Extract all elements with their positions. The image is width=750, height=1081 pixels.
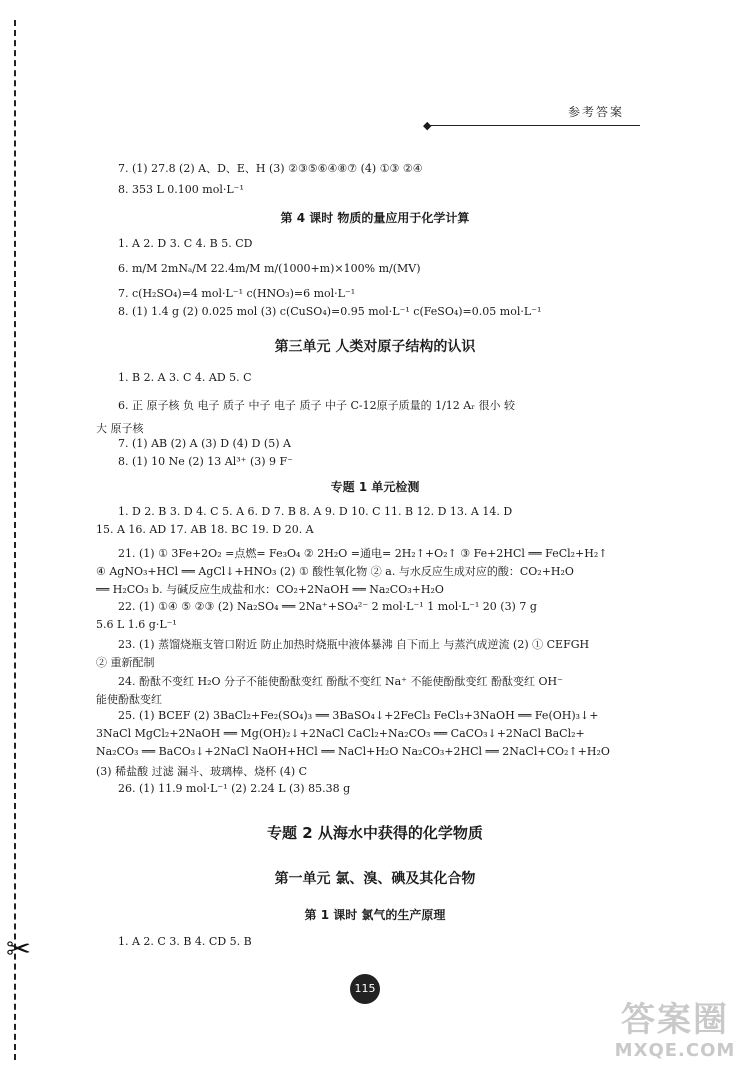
topic-heading: 专题 2 从海水中获得的化学物质 bbox=[267, 824, 483, 842]
answer-line: 26. (1) 11.9 mol·L⁻¹ (2) 2.24 L (3) 85.38 g bbox=[118, 782, 351, 795]
answer-line: 21. (1) ① 3Fe+2O₂ =点燃= Fe₃O₄ ② 2H₂O =通电= 2H₂↑+O₂↑ ③ Fe+2HCl ══ FeCl₂+H₂↑ bbox=[118, 547, 608, 560]
answer-line: 8. 353 L 0.100 mol·L⁻¹ bbox=[118, 183, 244, 196]
watermark-url: MXQE.COM bbox=[614, 1040, 736, 1061]
watermark-brand: 答案圈 bbox=[621, 1000, 729, 1040]
answer-line: 8. (1) 10 Ne (2) 13 Al³⁺ (3) 9 F⁻ bbox=[118, 455, 293, 468]
answer-line: 1. A 2. D 3. C 4. B 5. CD bbox=[118, 237, 253, 250]
answer-line: ② 重新配制 bbox=[96, 656, 155, 669]
scissors-icon: ✂ bbox=[6, 932, 32, 967]
topic-test-heading: 专题 1 单元检测 bbox=[330, 480, 420, 494]
answer-line: 25. (1) BCEF (2) 3BaCl₂+Fe₂(SO₄)₃ ══ 3BaSO₄↓+2FeCl₃ FeCl₃+3NaOH ══ Fe(OH)₃↓+ bbox=[118, 709, 599, 722]
page-number: 115 bbox=[350, 974, 380, 1004]
answer-line: 1. D 2. B 3. D 4. C 5. A 6. D 7. B 8. A 9. D 10. C 11. B 12. D 13. A 14. D bbox=[118, 505, 513, 518]
header-title: 参考答案 bbox=[568, 105, 625, 119]
answer-line: 5.6 L 1.6 g·L⁻¹ bbox=[96, 618, 177, 631]
lesson-heading: 第 4 课时 物质的量应用于化学计算 bbox=[280, 211, 470, 225]
answer-line: (3) 稀盐酸 过滤 漏斗、玻璃棒、烧杯 (4) C bbox=[96, 765, 308, 778]
answer-line: 23. (1) 蒸馏烧瓶支管口附近 防止加热时烧瓶中液体暴沸 自下而上 与蒸汽成逆流 (2) ① CEFGH bbox=[118, 638, 590, 651]
answer-line: Na₂CO₃ ══ BaCO₃↓+2NaCl NaOH+HCl ══ NaCl+H₂O Na₂CO₃+2HCl ══ 2NaCl+CO₂↑+H₂O bbox=[96, 745, 610, 758]
answer-line: 15. A 16. AD 17. AB 18. BC 19. D 20. A bbox=[96, 523, 314, 536]
answer-line: 7. (1) AB (2) A (3) D (4) D (5) A bbox=[118, 437, 291, 450]
header-rule bbox=[428, 125, 640, 126]
answer-line: 22. (1) ①④ ⑤ ②③ (2) Na₂SO₄ ══ 2Na⁺+SO₄²⁻ 2 mol·L⁻¹ 1 mol·L⁻¹ 20 (3) 7 g bbox=[118, 600, 537, 613]
answer-line: 3NaCl MgCl₂+2NaOH ══ Mg(OH)₂↓+2NaCl CaCl₂+Na₂CO₃ ══ CaCO₃↓+2NaCl BaCl₂+ bbox=[96, 727, 585, 740]
cut-line bbox=[14, 20, 16, 1060]
answer-line: 能使酚酞变红 bbox=[96, 693, 162, 706]
answer-line: 1. B 2. A 3. C 4. AD 5. C bbox=[118, 371, 252, 384]
unit-heading: 第一单元 氯、溴、碘及其化合物 bbox=[274, 871, 476, 887]
answer-line: 7. (1) 27.8 (2) A、D、E、H (3) ②③⑤⑥④⑧⑦ (4) ①③ ②④ bbox=[118, 162, 423, 175]
answer-line: 7. c(H₂SO₄)=4 mol·L⁻¹ c(HNO₃)=6 mol·L⁻¹ bbox=[118, 287, 356, 300]
answer-line: 大 原子核 bbox=[96, 422, 144, 435]
answer-line: 1. A 2. C 3. B 4. CD 5. B bbox=[118, 935, 252, 948]
lesson-heading: 第 1 课时 氯气的生产原理 bbox=[304, 908, 446, 922]
answer-line: 8. (1) 1.4 g (2) 0.025 mol (3) c(CuSO₄)=0.95 mol·L⁻¹ c(FeSO₄)=0.05 mol·L⁻¹ bbox=[118, 305, 542, 318]
watermark bbox=[605, 1000, 745, 1076]
answer-line: ④ AgNO₃+HCl ══ AgCl↓+HNO₃ (2) ① 酸性氧化物 ② a. 与水反应生成对应的酸：CO₂+H₂O bbox=[96, 565, 574, 578]
answer-line: ══ H₂CO₃ b. 与碱反应生成盐和水：CO₂+2NaOH ══ Na₂CO₃+H₂O bbox=[96, 583, 444, 596]
header-diamond-icon: ◆ bbox=[423, 119, 432, 132]
unit-heading: 第三单元 人类对原子结构的认识 bbox=[274, 339, 476, 355]
answer-line: 6. m/M 2mNₐ/M 22.4m/M m/(1000+m)×100% m/(MV) bbox=[118, 262, 421, 275]
answer-line: 6. 正 原子核 负 电子 质子 中子 电子 质子 中子 C-12原子质量的 1/12 Aᵣ 很小 较 bbox=[118, 399, 516, 412]
answer-line: 24. 酚酞不变红 H₂O 分子不能使酚酞变红 酚酞不变红 Na⁺ 不能使酚酞变红 酚酞变红 OH⁻ bbox=[118, 675, 563, 688]
